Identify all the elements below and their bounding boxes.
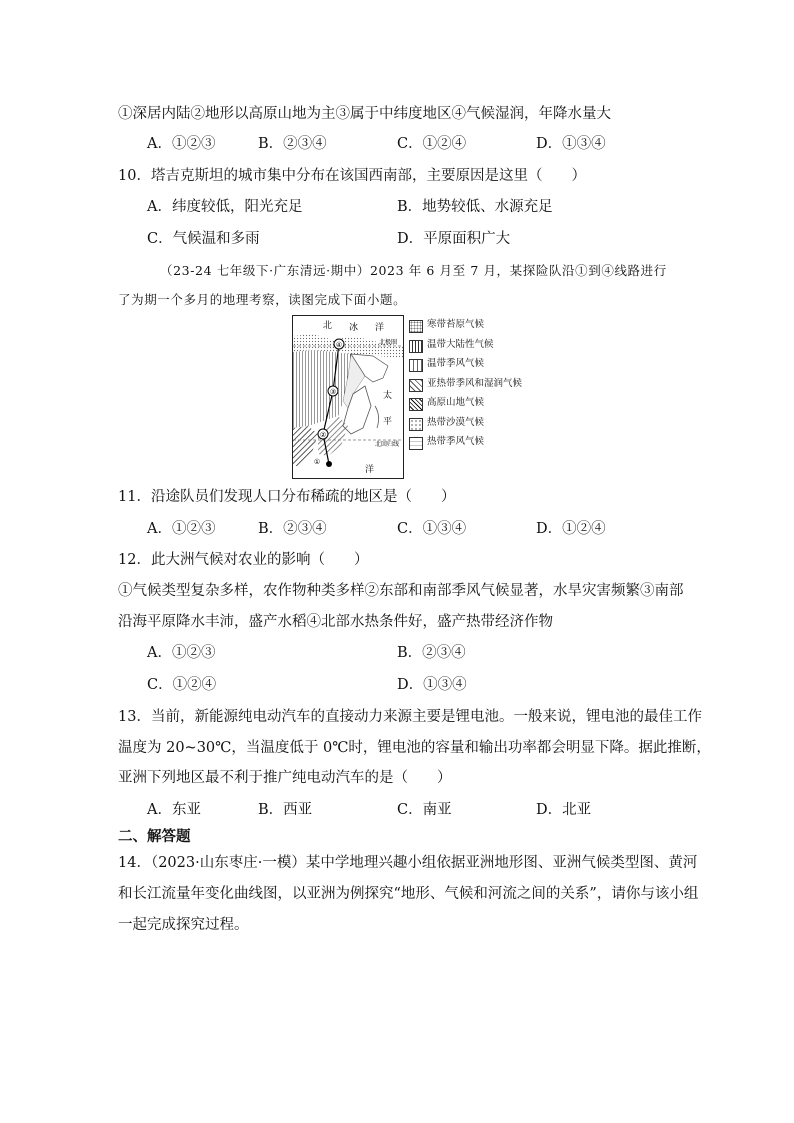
q13-option-d[interactable]: D．北亚 xyxy=(536,802,592,818)
legend-swatch xyxy=(409,437,423,450)
legend-label: 亚热带季风和湿润气候 xyxy=(427,377,523,389)
q12-stem: 12．此大洲气候对农业的影响（ ） xyxy=(118,552,369,568)
q13-option-c[interactable]: C．南亚 xyxy=(397,802,452,818)
q14-stem-line-1: 14．（2023·山东枣庄·一模）某中学地理兴趣小组依据亚洲地形图、亚洲气候类型图、黄河 xyxy=(118,855,698,871)
q9-option-b[interactable]: B．②③④ xyxy=(258,136,327,152)
q12-option-c[interactable]: C．①②④ xyxy=(147,677,217,693)
legend-label: 寒带苔原气候 xyxy=(427,319,485,330)
label-ocean-1: 洋 xyxy=(375,323,385,333)
q13-stem-line-1: 13．当前，新能源纯电动汽车的直接动力来源主要是锂电池。一般来说，锂电池的最佳工作 xyxy=(118,709,702,725)
q13-option-a[interactable]: A．东亚 xyxy=(147,802,201,818)
legend-item xyxy=(409,395,504,415)
map-frame xyxy=(292,315,404,479)
route-marker-4: ④ xyxy=(335,341,343,349)
q12-option-a[interactable]: A．①②③ xyxy=(147,645,216,661)
asia-climate-map xyxy=(292,315,523,480)
intro-line-1: （23-24 七年级下·广东清远·期中）2023 年 6 月至 7 月，某探险队沿①到④线路进行 xyxy=(160,263,667,278)
q10-option-c[interactable]: C．气候温和多雨 xyxy=(147,231,260,247)
q13-option-b[interactable]: B．西亚 xyxy=(258,802,313,818)
legend-swatch xyxy=(409,320,423,333)
q10-option-b[interactable]: B．地势较低、水源充足 xyxy=(397,199,553,215)
route-marker-3: ③ xyxy=(329,388,337,396)
label-tropic: 北回归线 xyxy=(375,441,400,448)
q9-statements: ①深居内陆②地形以高原山地为主③属于中纬度地区④气候湿润，年降水量大 xyxy=(118,106,611,122)
legend-label: 温带季风气候 xyxy=(427,358,485,369)
legend-label: 高原山地气候 xyxy=(427,397,485,408)
legend-label: 热带季风气候 xyxy=(427,436,485,447)
legend-swatch xyxy=(409,418,423,431)
route-marker-2: ② xyxy=(319,431,327,439)
legend-swatch xyxy=(409,398,423,411)
label-arctic-circle: 北极圈 xyxy=(379,339,398,346)
map-legend xyxy=(409,317,523,454)
legend-item xyxy=(409,415,504,435)
q12-option-d[interactable]: D．①③④ xyxy=(397,677,467,693)
q11-option-d[interactable]: D．①②④ xyxy=(536,521,606,537)
legend-item xyxy=(409,337,504,357)
legend-item xyxy=(409,376,523,396)
q9-option-d[interactable]: D．①③④ xyxy=(536,136,606,152)
legend-item xyxy=(409,356,504,376)
q13-stem-line-3: 亚洲下列地区最不利于推广纯电动汽车的是（ ） xyxy=(118,770,452,786)
q12-statements-line-1: ①气候类型复杂多样，农作物种类多样②东部和南部季风气候显著，水旱灾害频繁③南部 xyxy=(118,583,684,599)
q11-option-b[interactable]: B．②③④ xyxy=(258,521,327,537)
q10-option-d[interactable]: D．平原面积广大 xyxy=(397,231,511,247)
q11-option-a[interactable]: A．①②③ xyxy=(147,521,216,537)
q14-stem-line-2: 和长江流量年变化曲线图，以亚洲为例探究“地形、气候和河流之间的关系”，请你与该小组 xyxy=(118,886,699,902)
q10-stem: 10．塔吉克斯坦的城市集中分布在该国西南部，主要原因是这里（ ） xyxy=(118,168,586,184)
q9-option-c[interactable]: C．①②④ xyxy=(397,136,467,152)
legend-swatch xyxy=(409,359,423,372)
q12-statements-line-2: 沿海平原降水丰沛，盛产水稻④北部水热条件好，盛产热带经济作物 xyxy=(118,614,553,630)
legend-swatch xyxy=(409,340,423,353)
section-title: 二、解答题 xyxy=(118,828,191,845)
q11-stem: 11．沿途队员们发现人口分布稀疏的地区是（ ） xyxy=(118,489,456,505)
label-ice: 冰 xyxy=(349,323,359,333)
legend-label: 温带大陆性气候 xyxy=(427,338,494,350)
route-marker-1: ① xyxy=(313,458,321,466)
q11-option-c[interactable]: C．①③④ xyxy=(397,521,467,537)
q14-stem-line-3: 一起完成探究过程。 xyxy=(118,917,249,933)
legend-swatch xyxy=(409,379,423,392)
label-ocean-2: 洋 xyxy=(365,465,375,475)
intro-line-2: 了为期一个多月的地理考察，读图完成下面小题。 xyxy=(118,292,407,307)
label-tai: 太 xyxy=(383,391,393,401)
q13-stem-line-2: 温度为 20~30℃，当温度低于 0℃时，锂电池的容量和输出功率都会明显下降。据此推断， xyxy=(118,740,711,756)
q10-option-a[interactable]: A．纬度较低，阳光充足 xyxy=(147,199,303,215)
map-graphic xyxy=(293,316,403,478)
q12-option-b[interactable]: B．②③④ xyxy=(397,645,466,661)
legend-item xyxy=(409,434,504,454)
legend-label: 热带沙漠气候 xyxy=(427,416,485,428)
label-north: 北 xyxy=(323,321,333,331)
legend-item xyxy=(409,317,504,337)
q9-option-a[interactable]: A．①②③ xyxy=(147,136,216,152)
label-ping: 平 xyxy=(383,417,393,427)
